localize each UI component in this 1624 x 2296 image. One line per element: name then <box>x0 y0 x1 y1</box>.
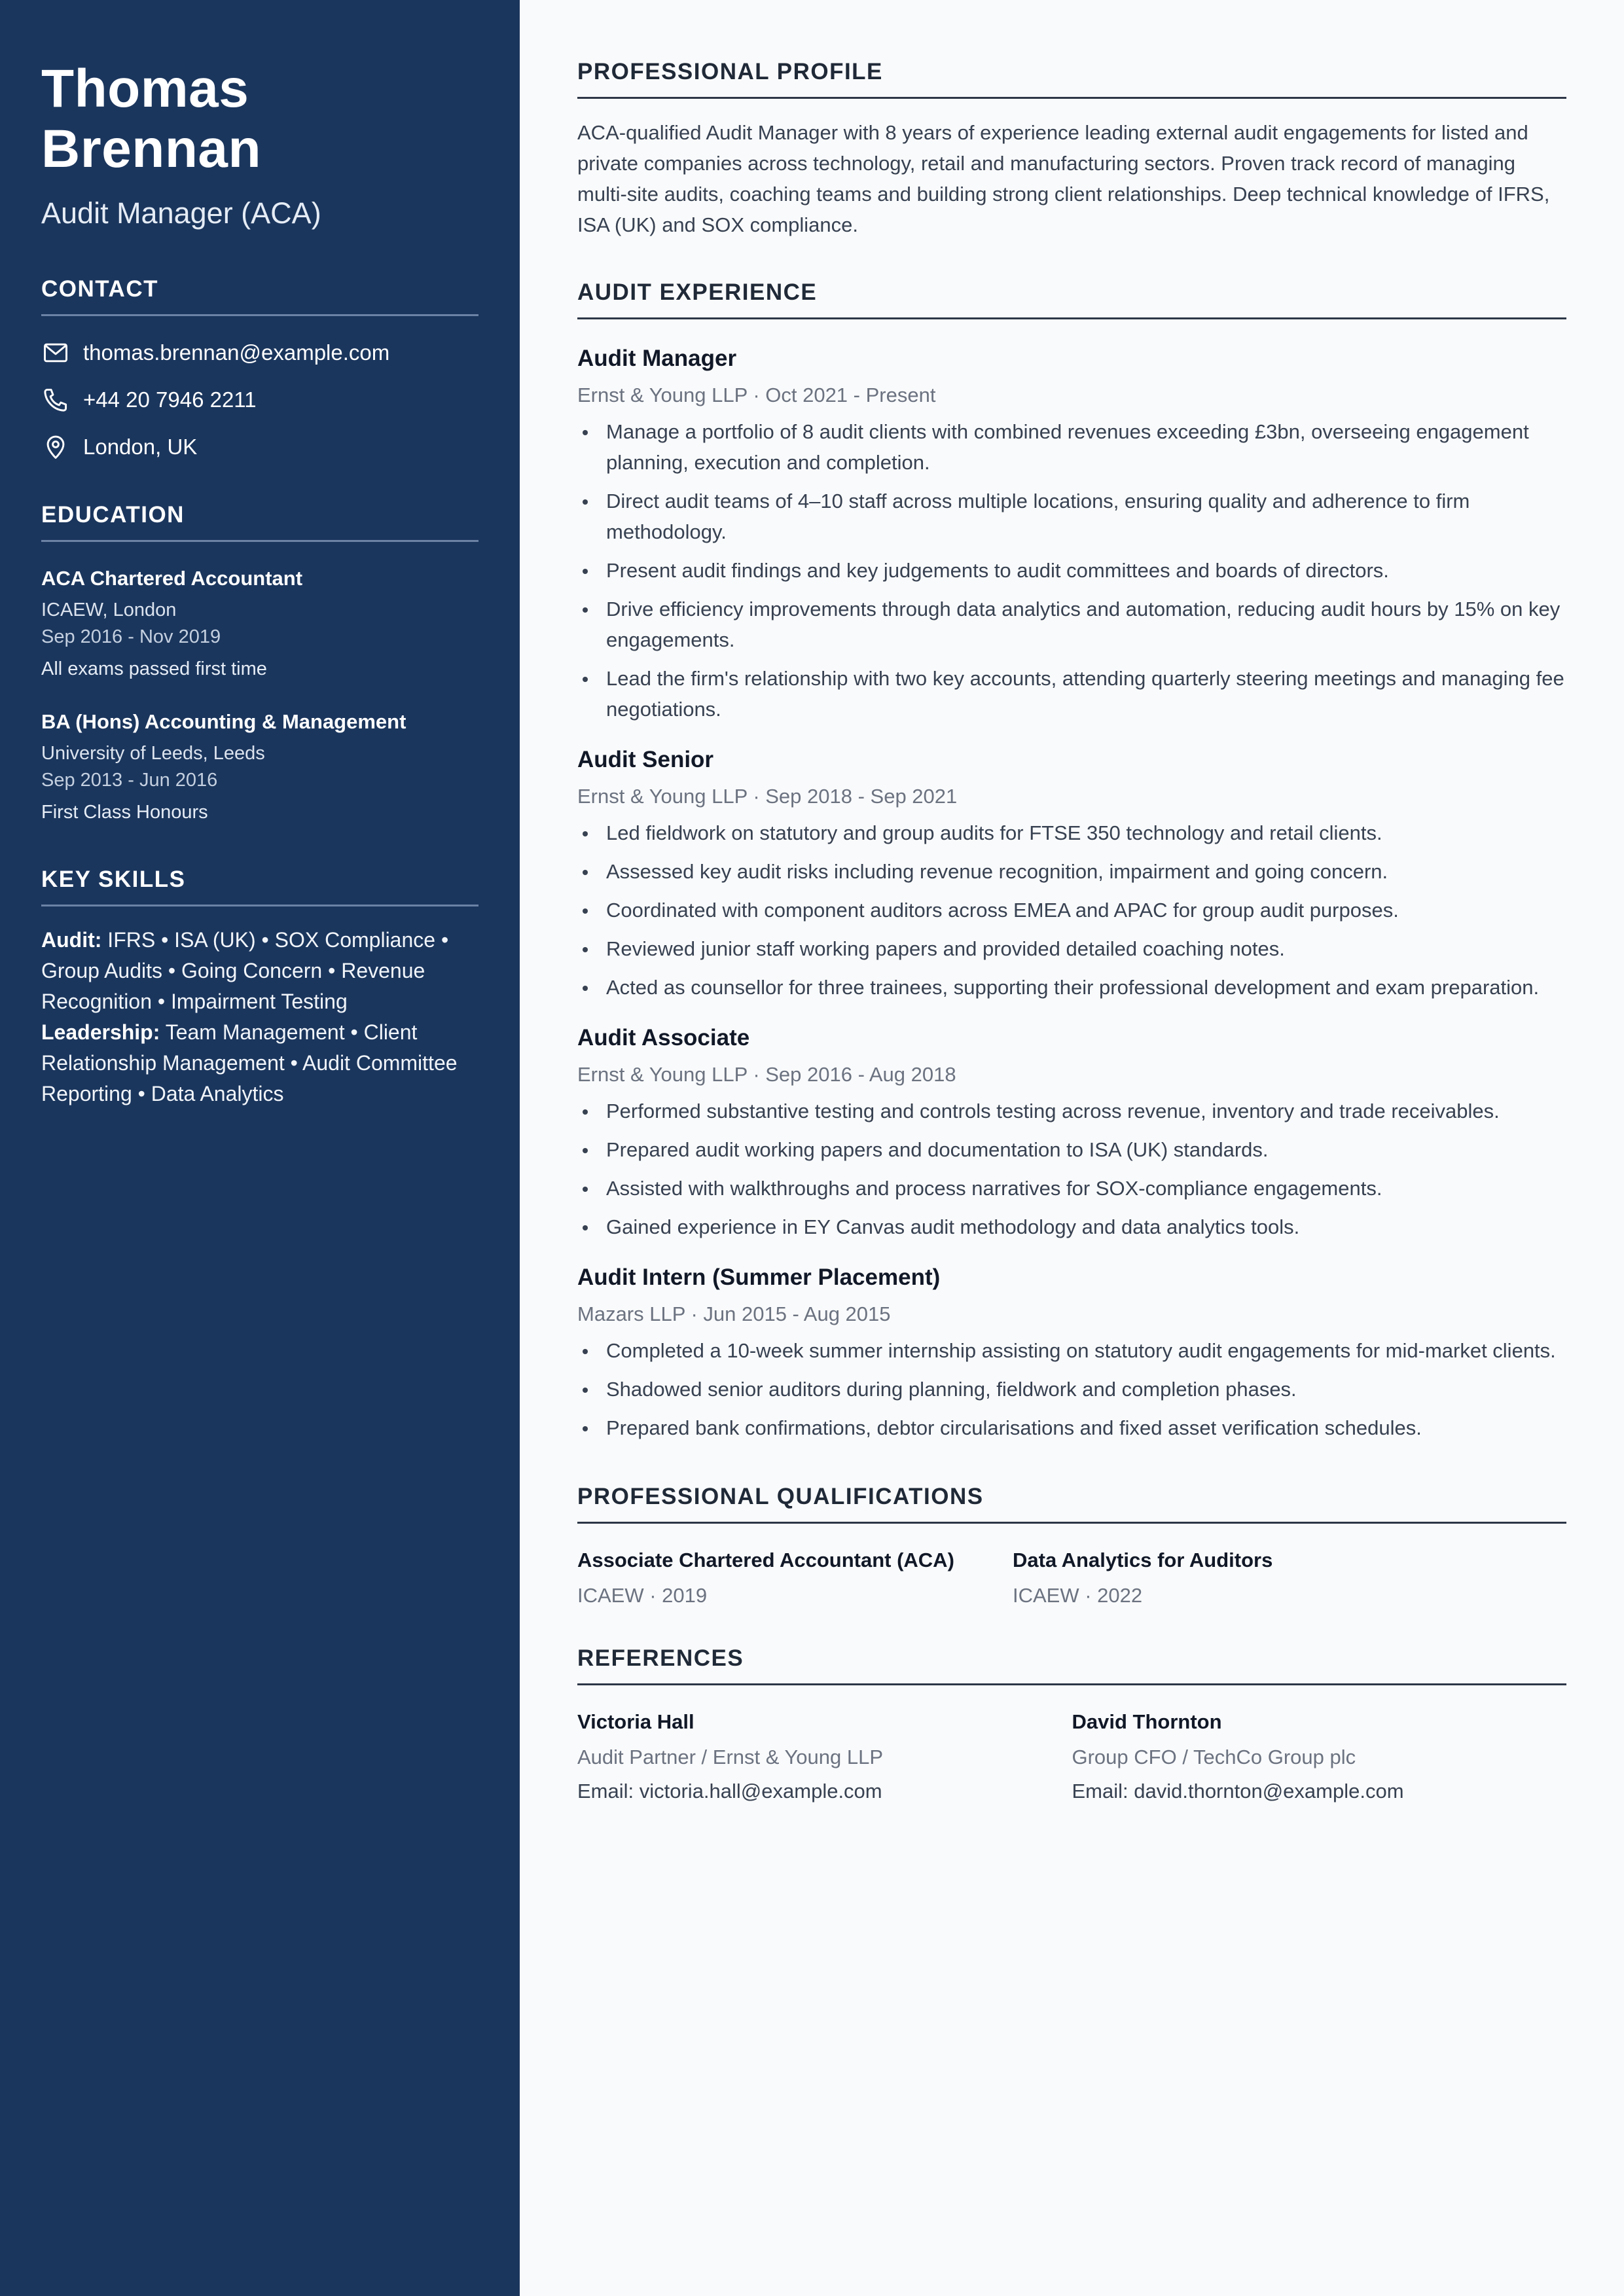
education-institution: University of Leeds, Leeds <box>41 742 265 764</box>
education-note: All exams passed first time <box>41 658 267 679</box>
job-entry <box>577 1265 1566 1443</box>
education-heading: EDUCATION <box>41 502 478 542</box>
reference-email[interactable]: Email: victoria.hall@example.com <box>577 1780 882 1803</box>
job-title: Audit Associate <box>577 1025 750 1050</box>
job-meta: Ernst & Young LLP · Sep 2018 - Sep 2021 <box>577 785 958 808</box>
education-degree: BA (Hons) Accounting & Management <box>41 709 406 733</box>
job-bullet: Acted as counsellor for three trainees, supporting their professional development and exam preparation. <box>577 972 1566 1003</box>
reference-name: Victoria Hall <box>577 1710 695 1733</box>
job-entry <box>577 346 1566 725</box>
job-bullet: Direct audit teams of 4–10 staff across multiple locations, ensuring quality and adherence to firm methodology. <box>577 486 1566 547</box>
job-entry <box>577 1025 1566 1242</box>
contact-phone[interactable] <box>41 386 478 414</box>
education-degree: ACA Chartered Accountant <box>41 566 303 590</box>
education-item <box>41 710 478 823</box>
education-dates: Sep 2013 - Jun 2016 <box>41 769 218 791</box>
job-meta: Ernst & Young LLP · Oct 2021 - Present <box>577 384 936 406</box>
profile-section <box>577 59 1566 240</box>
contact-phone-value: +44 20 7946 2211 <box>83 387 257 412</box>
education-dates: Sep 2016 - Nov 2019 <box>41 626 221 647</box>
qualification-item <box>577 1549 1013 1607</box>
contact-location <box>41 433 478 461</box>
reference-name: David Thornton <box>1072 1710 1222 1733</box>
references-section <box>577 1645 1566 1803</box>
profile-heading: PROFESSIONAL PROFILE <box>577 59 1566 99</box>
skills-text <box>41 925 478 1109</box>
contact-email-value: thomas.brennan@example.com <box>83 340 390 365</box>
reference-email[interactable]: Email: david.thornton@example.com <box>1072 1780 1404 1803</box>
qualification-meta: ICAEW · 2019 <box>577 1584 708 1607</box>
skills-group-label: Leadership: <box>41 1020 160 1044</box>
job-bullet: Shadowed senior auditors during planning, fieldwork and completion phases. <box>577 1374 1566 1405</box>
main-content <box>520 0 1624 2296</box>
contact-heading: CONTACT <box>41 276 478 316</box>
job-bullet: Completed a 10-week summer internship assisting on statutory audit engagements for mid-market clients. <box>577 1335 1566 1366</box>
job-title: Audit Intern (Summer Placement) <box>577 1265 941 1290</box>
qualification-name: Data Analytics for Auditors <box>1013 1549 1273 1571</box>
experience-heading: AUDIT EXPERIENCE <box>577 279 1566 319</box>
reference-role: Group CFO / TechCo Group plc <box>1072 1746 1356 1768</box>
profile-text: ACA-qualified Audit Manager with 8 years of experience leading external audit engagements for listed and private companies across technology, retail and manufacturing sectors. Proven track record of managing multi-site audits, coaching teams and building strong client relationships. Deep technical knowledge of IFRS, ISA (UK) and SOX compliance. <box>577 121 1550 236</box>
job-bullet: Performed substantive testing and controls testing across revenue, inventory and trade receivables. <box>577 1096 1566 1126</box>
skills-group-items: IFRS • ISA (UK) • SOX Compliance • Group Audits • Going Concern • Revenue Recognition • Impairment Testing <box>41 927 449 1013</box>
job-bullet: Drive efficiency improvements through data analytics and automation, reducing audit hours by 15% on key engagements. <box>577 594 1566 655</box>
qualifications-heading: PROFESSIONAL QUALIFICATIONS <box>577 1484 1566 1524</box>
job-bullet: Coordinated with component auditors across EMEA and APAC for group audit purposes. <box>577 895 1566 925</box>
job-entry <box>577 747 1566 1003</box>
phone-icon <box>41 386 70 414</box>
mail-icon <box>41 338 70 367</box>
job-title: Audit Manager <box>577 346 737 371</box>
sidebar <box>0 0 520 2296</box>
job-meta: Ernst & Young LLP · Sep 2016 - Aug 2018 <box>577 1063 956 1086</box>
contact-section <box>41 276 478 461</box>
qualification-name: Associate Chartered Accountant (ACA) <box>577 1549 954 1571</box>
job-bullet: Present audit findings and key judgements to audit committees and boards of directors. <box>577 555 1566 586</box>
qualification-meta: ICAEW · 2022 <box>1013 1584 1143 1607</box>
education-institution: ICAEW, London <box>41 599 177 620</box>
job-bullet: Gained experience in EY Canvas audit methodology and data analytics tools. <box>577 1211 1566 1242</box>
job-bullet: Led fieldwork on statutory and group audits for FTSE 350 technology and retail clients. <box>577 817 1566 848</box>
education-note: First Class Honours <box>41 801 208 823</box>
job-bullet: Manage a portfolio of 8 audit clients with combined revenues exceeding £3bn, overseeing engagement planning, execution and completion. <box>577 416 1566 478</box>
job-bullet: Assessed key audit risks including revenue recognition, impairment and going concern. <box>577 856 1566 887</box>
job-bullets <box>577 817 1566 1003</box>
contact-location-value: London, UK <box>83 434 198 459</box>
skills-section <box>41 867 478 1109</box>
job-bullet: Reviewed junior staff working papers and provided detailed coaching notes. <box>577 933 1566 964</box>
job-bullets <box>577 1096 1566 1242</box>
job-title: Audit Senior <box>577 747 714 772</box>
references-grid <box>577 1710 1566 1803</box>
job-bullet: Assisted with walkthroughs and process narratives for SOX-compliance engagements. <box>577 1173 1566 1204</box>
location-pin-icon <box>41 433 70 461</box>
reference-item <box>577 1710 1072 1803</box>
job-bullet: Lead the firm's relationship with two key accounts, attending quarterly steering meetings and managing fee negotiations. <box>577 663 1566 725</box>
education-section <box>41 502 478 823</box>
qualifications-section <box>577 1484 1566 1607</box>
candidate-title: Audit Manager (ACA) <box>41 196 321 230</box>
reference-role: Audit Partner / Ernst & Young LLP <box>577 1746 884 1768</box>
job-bullet: Prepared audit working papers and documentation to ISA (UK) standards. <box>577 1134 1566 1165</box>
job-bullets <box>577 416 1566 725</box>
qualification-item <box>1013 1549 1448 1607</box>
qualifications-grid <box>577 1549 1566 1607</box>
job-meta: Mazars LLP · Jun 2015 - Aug 2015 <box>577 1302 891 1325</box>
education-item <box>41 567 478 680</box>
job-bullet: Prepared bank confirmations, debtor circularisations and fixed asset verification schedules. <box>577 1412 1566 1443</box>
job-bullets <box>577 1335 1566 1443</box>
skills-group-label: Audit: <box>41 927 102 952</box>
candidate-name: Thomas Brennan <box>41 59 262 179</box>
experience-section <box>577 279 1566 1443</box>
skills-heading: KEY SKILLS <box>41 867 478 906</box>
reference-item <box>1072 1710 1567 1803</box>
references-heading: REFERENCES <box>577 1645 1566 1685</box>
skills-group-items: Team Management • Client Relationship Management • Audit Committee Reporting • Data Analytics <box>41 1020 458 1105</box>
contact-email[interactable] <box>41 338 478 367</box>
